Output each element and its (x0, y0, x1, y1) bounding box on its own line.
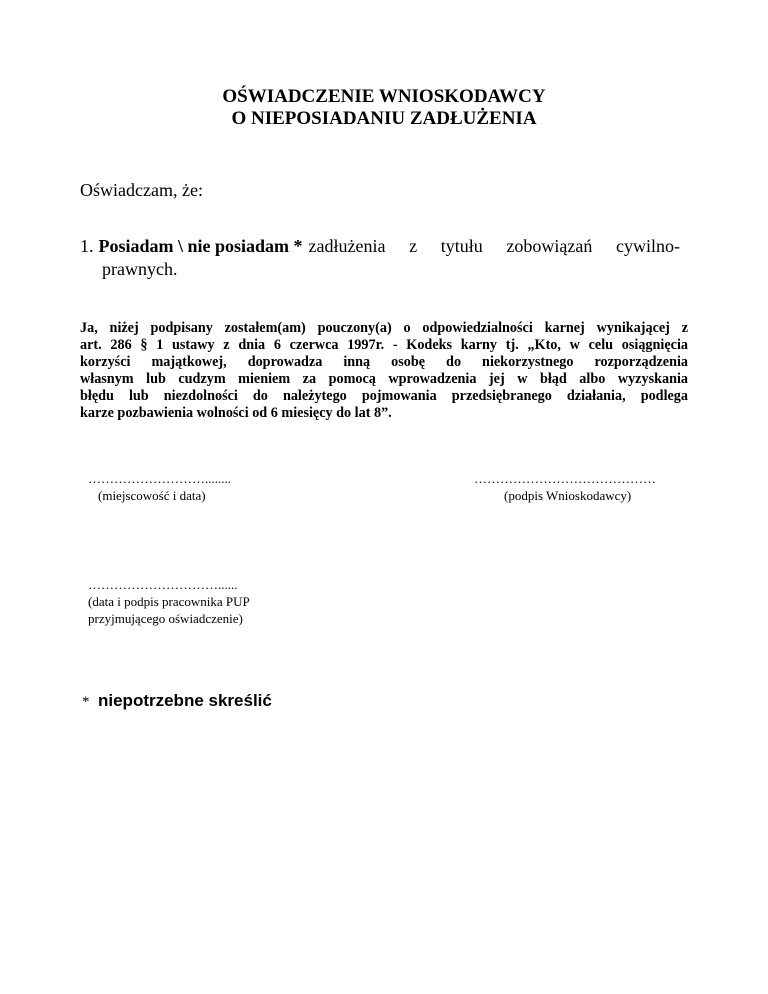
signature-caption-line-1: (data i podpis pracownika PUP (88, 594, 250, 609)
warning-line: błędu lub niezdolności do należytego pojmowania przedsiębranego działania, podlega (80, 388, 688, 404)
signature-line: …………………………...... (88, 577, 238, 592)
footnote (82, 690, 272, 711)
legal-warning (80, 320, 688, 422)
item-word: tytułu (440, 236, 483, 256)
title-line-2: O NIEPOSIADANIU ZADŁUŻENIA (231, 108, 537, 129)
item-text (309, 235, 680, 258)
signature-line: …………………………………… (474, 471, 656, 486)
place-date-signature (88, 470, 231, 504)
item-choice: Posiadam \ nie posiadam * (98, 236, 303, 256)
declaration-intro: Oświadczam, że: (80, 180, 203, 200)
warning-line: Ja, niżej podpisany zostałem(am) pouczony(a) o odpowiedzialności karnej wynikającej z (80, 320, 688, 336)
document-title (0, 86, 768, 130)
item-word: zadłużenia (308, 236, 386, 256)
footnote-text: niepotrzebne skreślić (98, 691, 272, 710)
signature-caption-line-2: przyjmującego oświadczenie) (88, 611, 243, 626)
warning-line: korzyści majątkowej, doprowadza inną osobę do niekorzystnego rozporządzenia (80, 354, 688, 370)
title-line-1: OŚWIADCZENIE WNIOSKODAWCY (222, 86, 546, 107)
applicant-signature (474, 470, 656, 504)
warning-line: art. 286 § 1 ustawy z dnia 6 czerwca 1997r. - Kodeks karny tj. „Kto, w celu osiągnięcia (80, 337, 688, 353)
signature-caption: (podpis Wnioskodawcy) (504, 488, 632, 503)
signature-line: ………………………........ (88, 471, 231, 486)
item-word: cywilno- (615, 236, 680, 256)
footnote-star: * (82, 694, 90, 710)
item-continuation: prawnych. (102, 259, 178, 279)
warning-line: własnym lub cudzym mieniem za pomocą wprowadzenia jej w błąd albo wyzyskania (80, 371, 688, 387)
item-word: zobowiązań (506, 236, 593, 256)
item-number: 1. (80, 236, 94, 256)
declaration-item (80, 235, 680, 281)
warning-line: karze pozbawienia wolności od 6 miesięcy do lat 8”. (80, 405, 392, 421)
item-word: z (409, 236, 418, 256)
pup-employee-signature (88, 576, 308, 627)
signature-caption: (miejscowość i data) (98, 488, 206, 503)
